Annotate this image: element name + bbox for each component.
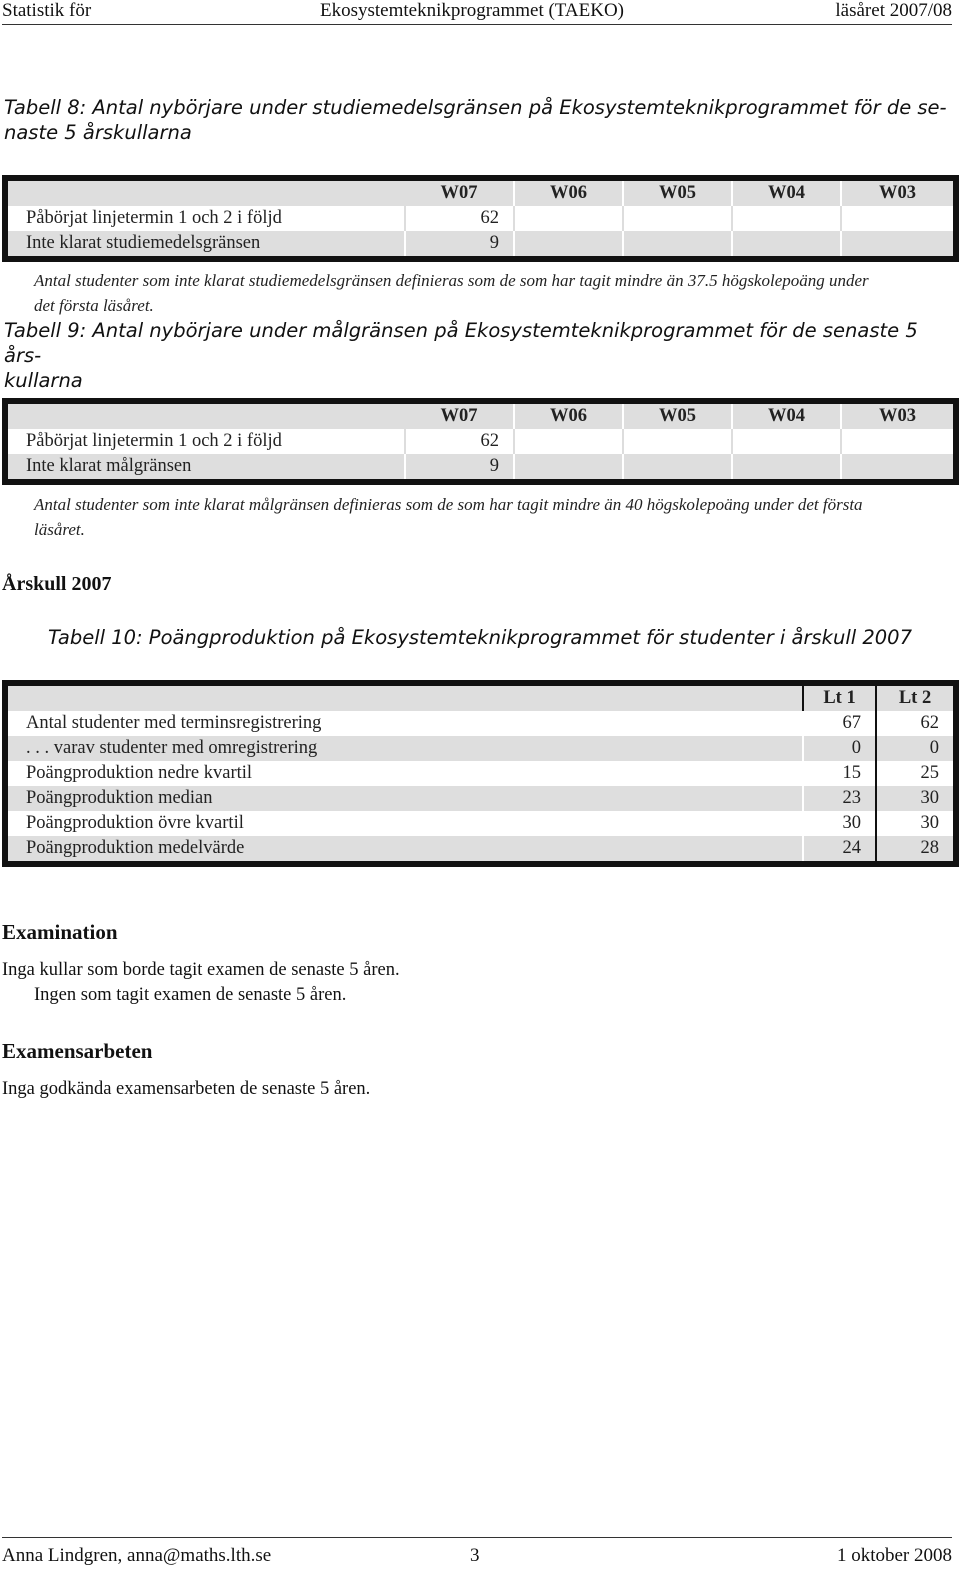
table10-row4-lt1: 23 — [803, 786, 876, 811]
table9-row1-w04 — [732, 429, 841, 454]
table-row — [5, 711, 956, 736]
table10-caption: Tabell 10: Poängproduktion på Ekosystemteknikprogrammet för studenter i årskull 2007 — [48, 626, 912, 649]
table10-row3-lt2: 25 — [876, 761, 956, 786]
table8-row2-w03 — [841, 231, 956, 259]
table8 — [2, 175, 959, 262]
table9-caption — [4, 318, 954, 393]
table9-row2-w07: 9 — [405, 454, 514, 482]
footer-right: 1 oktober 2008 — [836, 1545, 952, 1566]
table-row — [5, 454, 956, 482]
examensarbeten-heading: Examensarbeten — [2, 1039, 153, 1063]
table8-row2-label: Inte klarat studiemedelsgränsen — [5, 231, 405, 259]
table9-note-line1: Antal studenter som inte klarat målgränsen definieras som de som har tagit mindre än 40 högskolepoäng under det första — [34, 495, 863, 514]
table9-header-row — [5, 401, 956, 429]
table8-row1-w04 — [732, 206, 841, 231]
table9 — [2, 398, 959, 485]
table-row — [5, 429, 956, 454]
table10-row6-lt1: 24 — [803, 836, 876, 864]
header-rule — [2, 24, 952, 25]
table9-note — [34, 492, 954, 542]
table8-col-w06: W06 — [514, 178, 623, 206]
table10-row3-label: Poängproduktion nedre kvartil — [5, 761, 803, 786]
footer-page-number: 3 — [470, 1545, 480, 1566]
table10-col-lt1: Lt 1 — [803, 683, 876, 711]
table9-row1-w03 — [841, 429, 956, 454]
footer-rule — [2, 1537, 952, 1538]
table10-header-row — [5, 683, 956, 711]
footer-left: Anna Lindgren, anna@maths.lth.se — [2, 1545, 272, 1566]
table9-caption-line1: Tabell 9: Antal nybörjare under målgränsen på Ekosystemteknikprogrammet för de senaste 5 års- — [4, 319, 918, 367]
examination-line1: Inga kullar som borde tagit examen de senaste 5 åren. — [2, 960, 400, 980]
table10-row5-lt1: 30 — [803, 811, 876, 836]
table9-row2-w04 — [732, 454, 841, 482]
table9-col-w06: W06 — [514, 401, 623, 429]
section-arskull-heading: Årskull 2007 — [2, 573, 112, 595]
table10-row3-lt1: 15 — [803, 761, 876, 786]
table10-row4-lt2: 30 — [876, 786, 956, 811]
table8-row1-w06 — [514, 206, 623, 231]
header-left: Statistik för — [2, 0, 92, 21]
table8-note-line2: det första läsåret. — [34, 296, 154, 315]
table10-col-lt2: Lt 2 — [876, 683, 956, 711]
table8-note — [34, 268, 954, 318]
table9-col-w03: W03 — [841, 401, 956, 429]
table10-corner — [5, 683, 803, 711]
table9-corner — [5, 401, 405, 429]
table8-corner — [5, 178, 405, 206]
table8-row1-w05 — [623, 206, 732, 231]
table10-row2-lt1: 0 — [803, 736, 876, 761]
table-row — [5, 786, 956, 811]
table10-row1-lt1: 67 — [803, 711, 876, 736]
table10-row5-lt2: 30 — [876, 811, 956, 836]
table9-caption-line2: kullarna — [4, 369, 83, 392]
table-row — [5, 761, 956, 786]
table9-col-w04: W04 — [732, 401, 841, 429]
table9-col-w07: W07 — [405, 401, 514, 429]
table9-row1-w07: 62 — [405, 429, 514, 454]
table9-row2-w05 — [623, 454, 732, 482]
table8-row1-label: Påbörjat linjetermin 1 och 2 i följd — [5, 206, 405, 231]
header-right: läsåret 2007/08 — [835, 0, 952, 21]
table8-row2-w05 — [623, 231, 732, 259]
header-center: Ekosystemteknikprogrammet (TAEKO) — [320, 0, 624, 21]
table8-col-w03: W03 — [841, 178, 956, 206]
table10-row6-lt2: 28 — [876, 836, 956, 864]
table8-caption — [4, 95, 954, 145]
table10-row6-label: Poängproduktion medelvärde — [5, 836, 803, 864]
table-row — [5, 836, 956, 864]
table9-note-line2: läsåret. — [34, 520, 85, 539]
table10-row4-label: Poängproduktion median — [5, 786, 803, 811]
table8-header-row — [5, 178, 956, 206]
table8-caption-line2: naste 5 årskullarna — [4, 121, 192, 144]
table10-row2-lt2: 0 — [876, 736, 956, 761]
table8-row2-w06 — [514, 231, 623, 259]
table8-caption-line1: Tabell 8: Antal nybörjare under studiemedelsgränsen på Ekosystemteknikprogrammet för de se- — [4, 96, 947, 119]
table10-row1-label: Antal studenter med terminsregistrering — [5, 711, 803, 736]
table8-note-line1: Antal studenter som inte klarat studiemedelsgränsen definieras som de som har tagit mindre än 37.5 högskolepoäng under — [34, 271, 869, 290]
table8-col-w04: W04 — [732, 178, 841, 206]
table8-row1-w07: 62 — [405, 206, 514, 231]
table-row — [5, 736, 956, 761]
table8-col-w05: W05 — [623, 178, 732, 206]
table8-row1-w03 — [841, 206, 956, 231]
examensarbeten-line1: Inga godkända examensarbeten de senaste 5 åren. — [2, 1079, 371, 1099]
table9-row2-w03 — [841, 454, 956, 482]
table9-row1-w06 — [514, 429, 623, 454]
table9-row2-label: Inte klarat målgränsen — [5, 454, 405, 482]
table-row — [5, 811, 956, 836]
examination-line2: Ingen som tagit examen de senaste 5 åren. — [34, 985, 347, 1005]
table8-row2-w07: 9 — [405, 231, 514, 259]
table10 — [2, 680, 959, 867]
table8-col-w07: W07 — [405, 178, 514, 206]
table9-col-w05: W05 — [623, 401, 732, 429]
table9-row1-label: Påbörjat linjetermin 1 och 2 i följd — [5, 429, 405, 454]
table10-row5-label: Poängproduktion övre kvartil — [5, 811, 803, 836]
table10-row1-lt2: 62 — [876, 711, 956, 736]
table-row — [5, 206, 956, 231]
table-row — [5, 231, 956, 259]
table9-row2-w06 — [514, 454, 623, 482]
table8-row2-w04 — [732, 231, 841, 259]
table9-row1-w05 — [623, 429, 732, 454]
table10-row2-label: . . . varav studenter med omregistrering — [5, 736, 803, 761]
examination-heading: Examination — [2, 920, 118, 944]
